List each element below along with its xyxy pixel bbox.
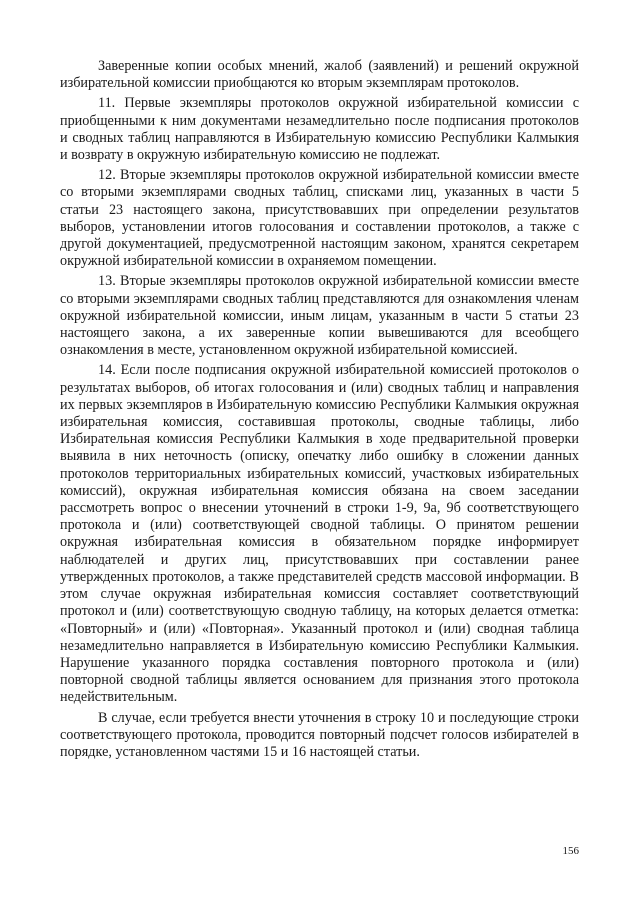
paragraph-copies: Заверенные копии особых мнений, жалоб (заявлений) и решений окружной избирательной комиссии приобщаются ко вторым экземплярам протоколов.	[60, 58, 579, 92]
paragraph-11: 11. Первые экземпляры протоколов окружной избирательной комиссии с приобщенными к ним документами незамедлительно после подписания протоколов и сводных таблиц направляются в Избирательную комиссию Республики Калмыкия и возврату в окружную избирательную комиссию не подлежат.	[60, 95, 579, 164]
paragraph-12: 12. Вторые экземпляры протоколов окружной избирательной комиссии вместе со вторыми экземплярами сводных таблиц, списками лиц, указанных в части 5 статьи 23 настоящего закона, присутствовавших при определении результатов выборов, установлении итогов голосования и составлении протоколов, а также с другой документацией, предусмотренной настоящим законом, хранятся секретарем окружной избирательной комиссии в охраняемом помещении.	[60, 167, 579, 270]
page-number: 156	[562, 845, 579, 857]
paragraph-13: 13. Вторые экземпляры протоколов окружной избирательной комиссии вместе со вторыми экземплярами сводных таблиц представляются для ознакомления членам окружной избирательной комиссии, иным лицам, указанным в части 5 статьи 23 настоящего закона, а их заверенные копии вывешиваются для всеобщего ознакомления в месте, установленном окружной избирательной комиссией.	[60, 273, 579, 359]
paragraph-recount: В случае, если требуется внести уточнения в строку 10 и последующие строки соответствующего протокола, проводится повторный подсчет голосов избирателей в порядке, установленном частями 15 и 16 настоящей статьи.	[60, 709, 579, 760]
paragraph-14: 14. Если после подписания окружной избирательной комиссией протоколов о результатах выборов, об итогах голосования и (или) сводных таблиц и направления их первых экземпляров в Избирательную комиссию Республики Калмыкия окружная избирательная комиссия, составившая протоколы, сводные таблицы, либо Избирательная комиссия Республики Калмыкия в ходе предварительной проверки выявила в них неточность (описку, опечатку либо ошибку в сложении данных протоколов территориальных избирательных комиссий, участковых избирательных комиссий), окружная избирательная комиссия обязана на своем заседании рассмотреть вопрос о внесении уточнений в строки 1-9, 9а, 9б соответствующего протокола и (или) соответствующей сводной таблицы. О принятом решении окружная избирательная комиссия в обязательном порядке информирует наблюдателей и других лиц, присутствовавших при составлении ранее утвержденных протоколов, а также представителей средств массовой информации. В этом случае окружная избирательная комиссия составляет соответствующий протокол и (или) соответствующую сводную таблицу, на которых делается отметка: «Повторный» и (или) «Повторная». Указанный протокол и (или) сводная таблица незамедлительно направляется в Избирательную комиссию Республики Калмыкия. Нарушение указанного порядка составления повторного протокола и (или) повторной сводной таблицы является основанием для признания этого протокола недействительным.	[60, 362, 579, 706]
